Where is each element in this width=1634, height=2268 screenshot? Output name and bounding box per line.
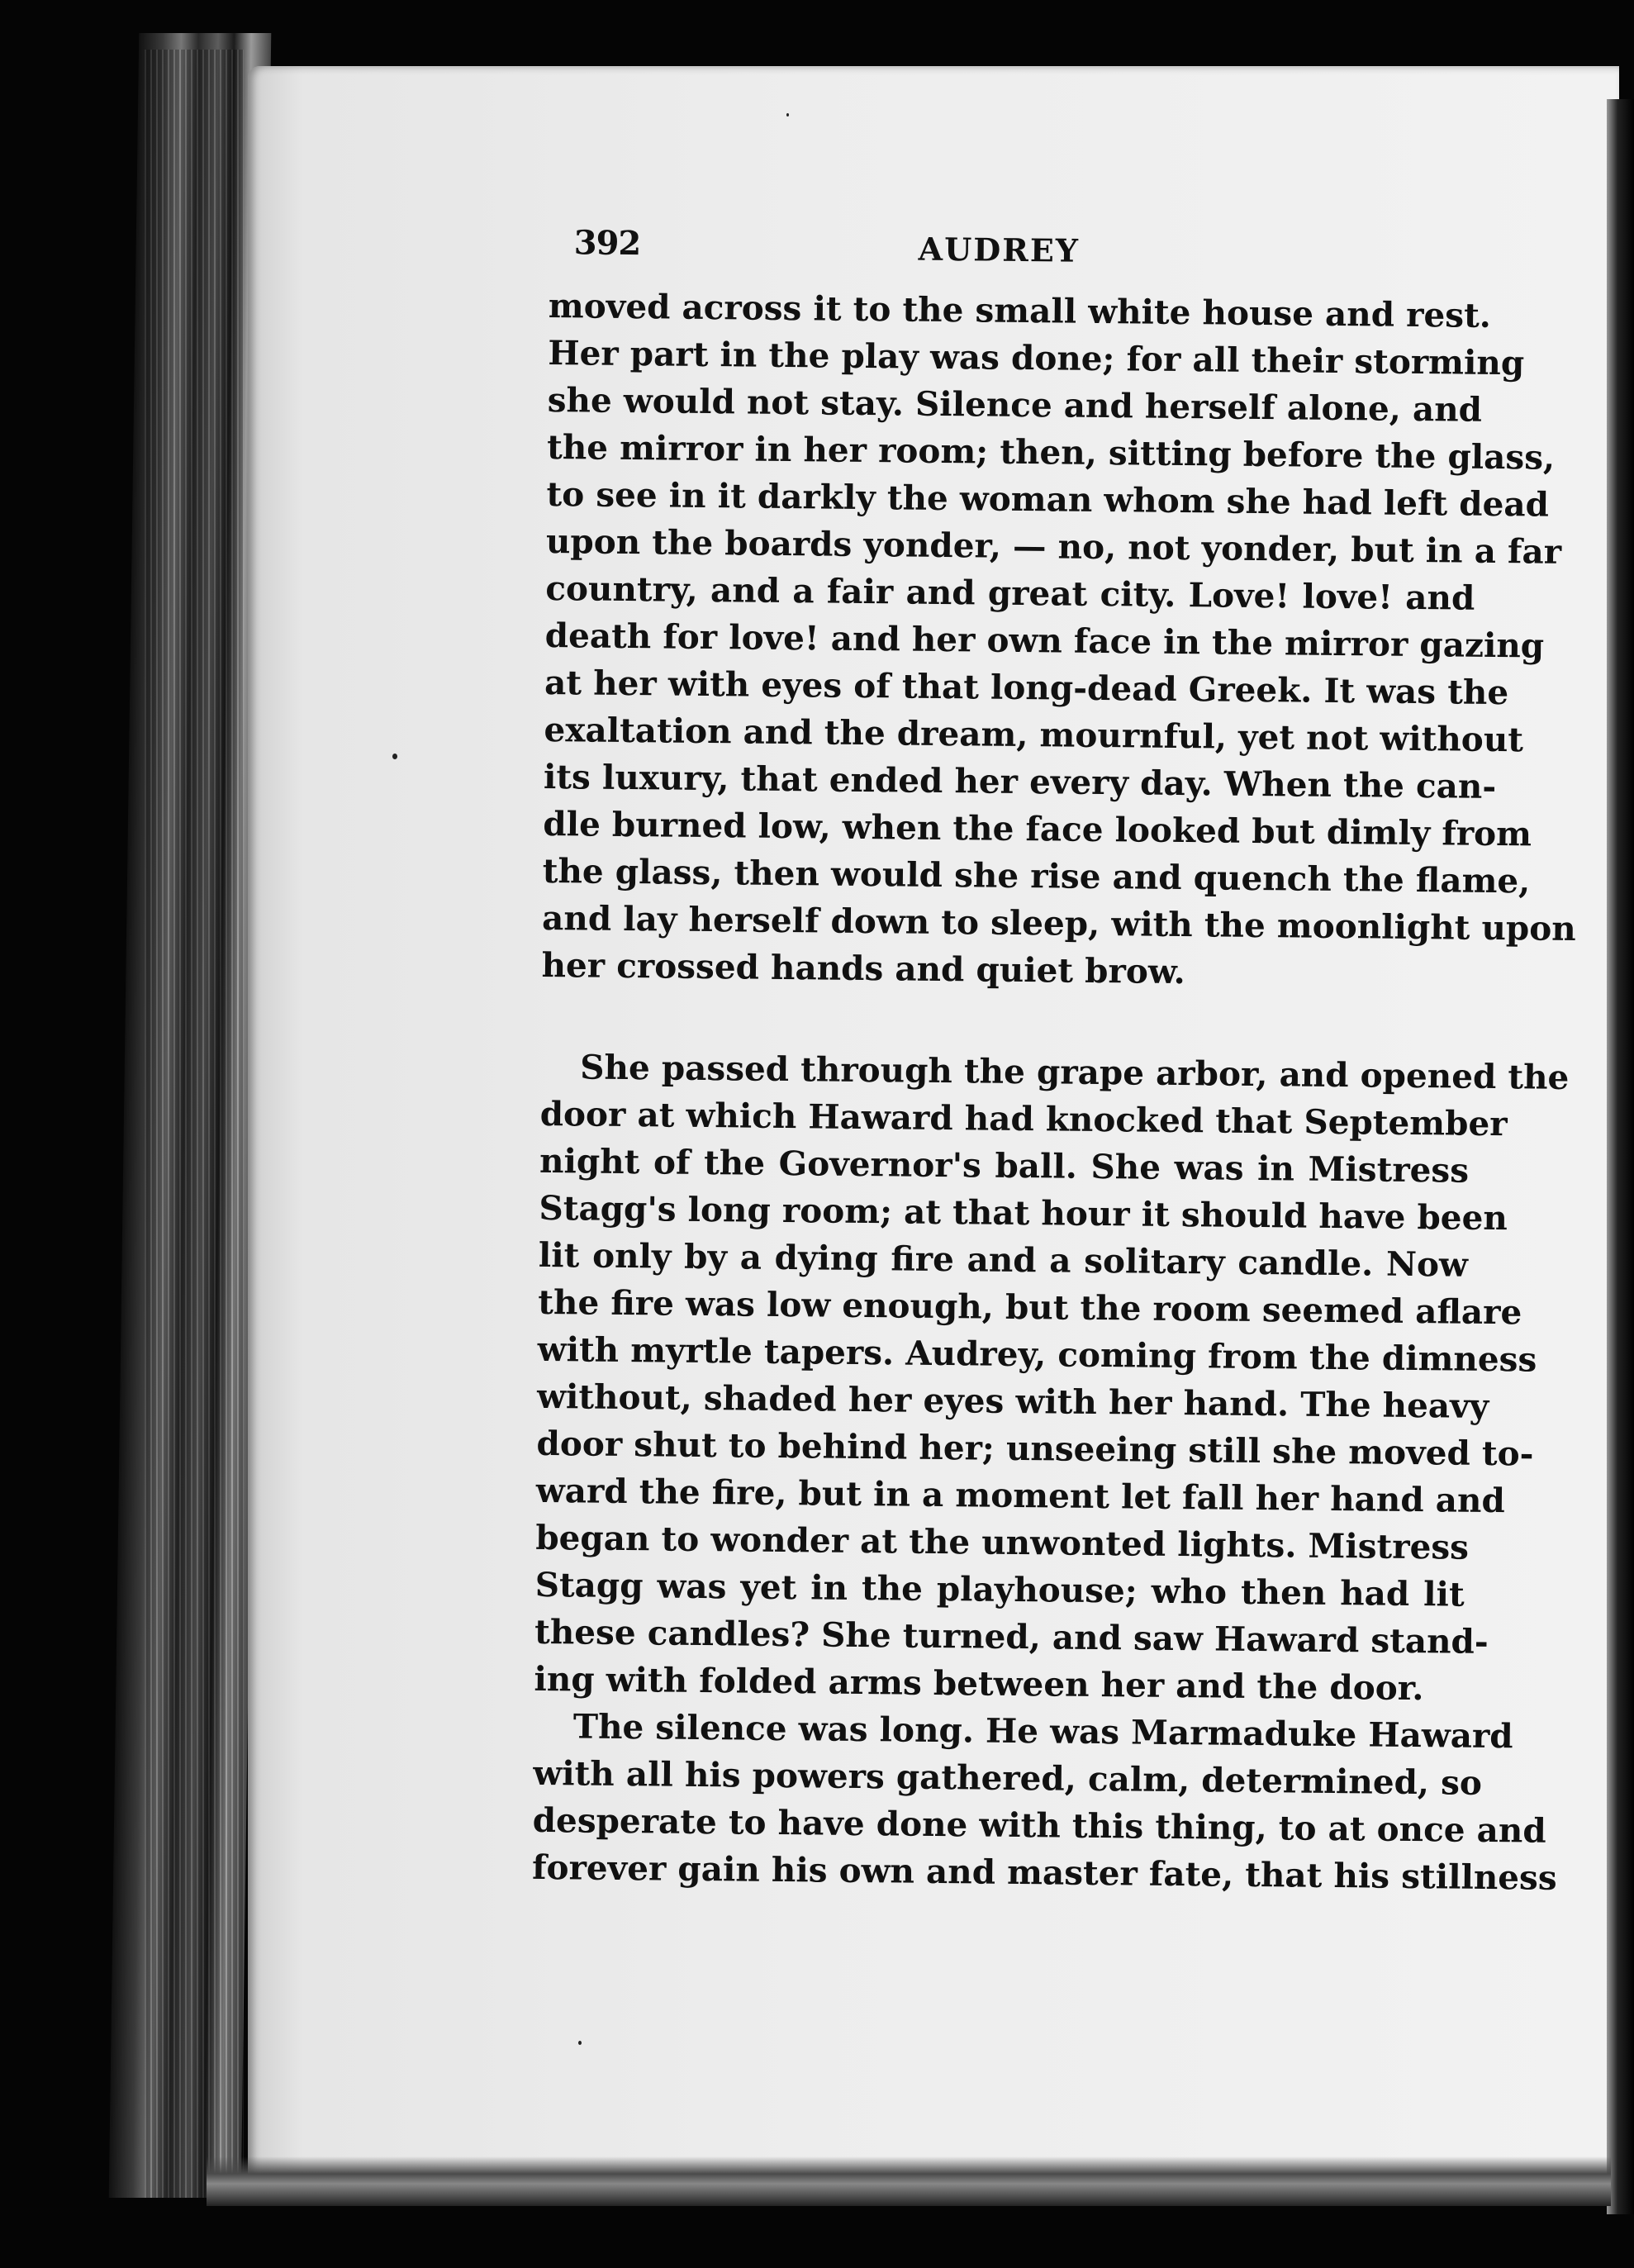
text-line: to see in it darkly the woman whom she had left dead [546,473,1550,525]
text-line: upon the boards yonder, — no, not yonder, but in a far [545,521,1562,572]
text-line: Stagg was yet in the playhouse; who then had lit [534,1564,1465,1614]
text-line: door shut to behind her; unseeing still she moved to- [536,1423,1534,1474]
page-right-shadow [1607,99,1634,2214]
paper-speck [578,2041,582,2045]
page-number: 392 [573,223,641,264]
text-line: forever gain his own and master fate, that his stillness [531,1847,1557,1898]
text-line: the fire was low enough, but the room seemed aflare [538,1281,1522,1333]
text-line: and lay herself down to sleep, with the moonlight upon [541,897,1576,949]
text-line: exaltation and the dream, mournful, yet not without [544,709,1524,760]
text-line: Her part in the play was done; for all their storming [548,332,1525,383]
text-line: with all his powers gathered, calm, determined, so [533,1752,1483,1803]
text-line: ward the fire, but in a moment let fall her hand and [535,1470,1506,1521]
text-line: its luxury, that ended her every day. When the can- [543,756,1497,807]
text-line: The silence was long. He was Marmaduke Haward [572,1706,1513,1757]
text-line: dle burned low, when the face looked but dimly from [543,803,1532,854]
text-line: without, shaded her eyes with her hand. The heavy [536,1376,1489,1426]
text-line: door at which Haward had knocked that September [539,1093,1508,1144]
paragraph-2 [534,1044,1570,1713]
text-line: Stagg's long room; at that hour it should have been [539,1187,1508,1239]
paper-speck [786,113,789,116]
text-line: night of the Governor's ball. She was in Mistress [539,1140,1470,1191]
text-line: at her with eyes of that long-dead Greek. It was the [544,662,1509,713]
text-line: ing with folded arms between her and the door. [534,1658,1424,1709]
text-line: country, and a fair and great city. Love! love! and [545,568,1475,618]
text-line: She passed through the grape arbor, and opened the [580,1047,1570,1097]
page-bottom-edge [207,2156,1611,2206]
paragraph-3 [531,1703,1557,1901]
text-line: she would not stay. Silence and herself alone, and [547,379,1483,430]
paper-speck [392,754,397,759]
page-stack-edge [145,50,244,2198]
text-line: desperate to have done with this thing, to at once and [532,1800,1546,1851]
text-line: these candles? She turned, and saw Haward stand- [534,1611,1489,1662]
text-line: the mirror in her room; then, sitting before the glass, [546,426,1556,478]
text-line: the glass, then would she rise and quench the flame, [542,850,1531,901]
page-text-block [531,223,1576,1901]
text-line: began to wonder at the unwonted lights. Mistress [535,1517,1470,1567]
text-line: death for love! and her own face in the mirror gazing [544,615,1545,666]
paragraph-1 [541,283,1576,999]
text-line: with myrtle tapers. Audrey, coming from the dimness [537,1329,1537,1380]
text-line: her crossed hands and quiet brow. [541,944,1186,992]
running-title: AUDREY [918,230,1081,269]
text-line: moved across it to the small white house and rest. [548,285,1492,335]
running-head [549,223,1479,283]
text-line: lit only by a dying fire and a solitary candle. Now [538,1234,1469,1285]
